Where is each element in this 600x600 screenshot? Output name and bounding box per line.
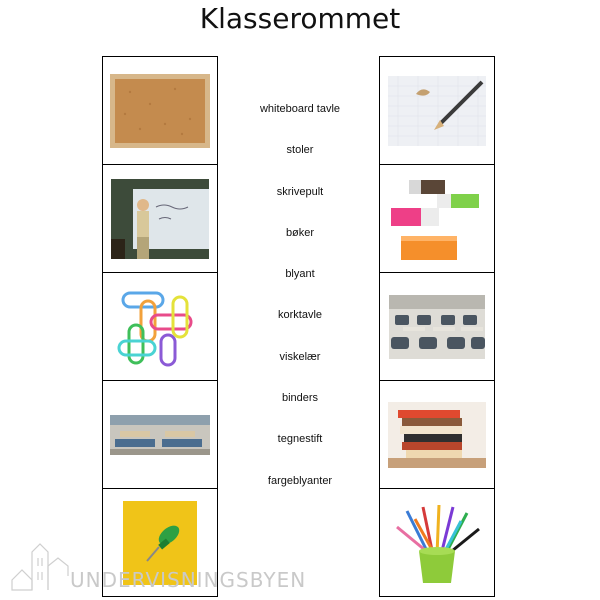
- colored-pencils-picture-cell: [379, 489, 495, 597]
- paper-clips-image: [111, 285, 209, 369]
- whiteboard-picture-cell: [102, 165, 218, 273]
- paper-clips-picture-cell: [102, 273, 218, 381]
- page-title: Klasserommet: [199, 2, 401, 35]
- word-books: bøker: [285, 226, 315, 239]
- word-eraser: viskelær: [279, 350, 321, 363]
- erasers-picture-cell: [379, 165, 495, 273]
- corkboard-image: [110, 74, 210, 148]
- chairs-picture-cell: [379, 273, 495, 381]
- colored-pencils-image: [389, 501, 485, 585]
- word-chairs: stoler: [286, 144, 314, 157]
- classroom-desks-image: [110, 415, 210, 455]
- books-picture-cell: [379, 381, 495, 489]
- word-whiteboard: whiteboard tavle: [259, 103, 341, 115]
- word-list: [230, 98, 370, 511]
- pencil-picture-cell: [379, 56, 495, 165]
- desks-picture-cell: [102, 381, 218, 489]
- left-picture-column: [102, 56, 218, 597]
- right-picture-column: [379, 56, 495, 597]
- word-push-pin: tegnestift: [277, 433, 323, 446]
- classroom-chairs-image: [389, 295, 485, 359]
- pencil-on-paper-image: [388, 76, 486, 146]
- word-colored-pencils: fargeblyanter: [267, 474, 333, 487]
- word-desk: skrivepult: [276, 185, 324, 198]
- teacher-whiteboard-image: [111, 179, 209, 259]
- book-stack-image: [388, 402, 486, 468]
- erasers-image: [385, 174, 489, 264]
- corkboard-picture-cell: [102, 56, 218, 165]
- word-pencil: blyant: [285, 268, 315, 281]
- word-corkboard: korktavle: [277, 309, 323, 322]
- watermark-text: UNDERVISNINGSBYEN: [70, 568, 307, 592]
- word-paper-clips: binders: [281, 392, 319, 405]
